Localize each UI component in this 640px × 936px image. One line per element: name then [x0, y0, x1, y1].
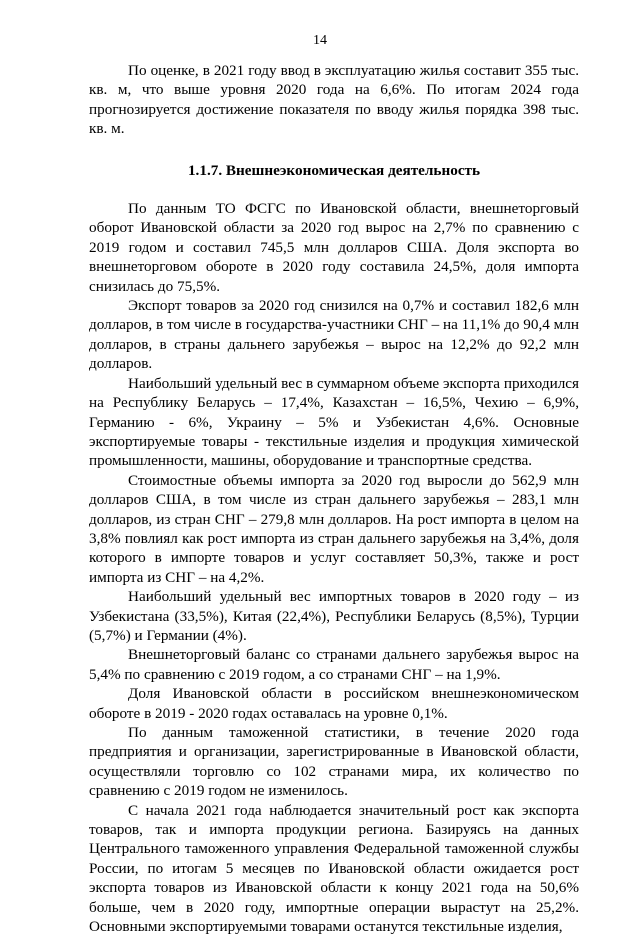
paragraph-trade-turnover: По данным ТО ФСГС по Ивановской области, внешнеторговый оборот Ивановской области за 2020 год вырос на 2,7% по сравнению с 2019 годом и составил 745,5 млн долларов США. Доля экспорта во внешнеторговом обороте в 2020 году составила 24,5%, доля импорта снизилась до 75,5%.	[89, 200, 579, 295]
paragraph-import-volume: Стоимостные объемы импорта за 2020 год выросли до 562,9 млн долларов США, в том числе из стран дальнего зарубежья – 283,1 млн долларов, из стран СНГ – 279,8 млн долларов. На рост импорта в целом на 3,8% повлиял как рост импорта из стран дальнего зарубежья на 3,4%, доля которого в импорте товаров и услуг составляет 50,3%, также и рост импорта из СНГ – на 4,2%.	[89, 471, 579, 586]
paragraph-russia-share: Доля Ивановской области в российском внешнеэкономическом обороте в 2019 - 2020 годах оставалась на уровне 0,1%.	[89, 685, 579, 722]
section-heading: 1.1.7. Внешнеэкономическая деятельность	[187, 161, 481, 179]
paragraph-import-structure: Наибольший удельный вес импортных товаров в 2020 году – из Узбекистана (33,5%), Китая (22,4%), Республики Беларусь (8,5%), Турции (5,7%) и Германии (4%).	[89, 588, 579, 644]
paragraph-trade-balance: Внешнеторговый баланс со странами дальнего зарубежья вырос на 5,4% по сравнению с 2019 годом, а со странами СНГ – на 1,9%.	[89, 646, 579, 683]
intro-paragraph: По оценке, в 2021 году ввод в эксплуатацию жилья составит 355 тыс. кв. м, что выше уровня 2020 года на 6,6%. По итогам 2024 года прогнозируется достижение показателя по вводу жилья порядка 398 тыс. кв. м.	[89, 62, 579, 138]
page-content	[89, 61, 579, 936]
page-number: 14	[313, 33, 327, 48]
paragraph-export-volume: Экспорт товаров за 2020 год снизился на 0,7% и составил 182,6 млн долларов, в том числе в государства-участники СНГ – на 11,1% до 90,4 млн долларов, в страны дальнего зарубежья – вырос на 12,2% до 92,2 млн долларов.	[89, 297, 579, 373]
paragraph-customs-statistics: По данным таможенной статистики, в течение 2020 года предприятия и организации, зарегистрированные в Ивановской области, осуществляли торговлю со 102 странами мира, их количество по сравнению с 2019 годом не изменилось.	[89, 724, 579, 800]
paragraph-2021-forecast: С начала 2021 года наблюдается значительный рост как экспорта товаров, так и импорта продукции региона. Базируясь на данных Центрального таможенного управления Федеральной таможенной службы России, по итогам 5 месяцев по Ивановской области ожидается рост экспорта товаров из Ивановской области к концу 2021 года на 50,6% больше, чем в 2020 году, импортные операции вырастут на 25,2%. Основными экспортируемыми товарами останутся текстильные изделия,	[89, 801, 579, 936]
paragraph-export-structure: Наибольший удельный вес в суммарном объеме экспорта приходился на Республику Беларусь – 17,4%, Казахстан – 16,5%, Чехию – 6,9%, Германию - 6%, Украину – 5% и Узбекистан 4,6%. Основные экспортируемые товары - текстильные изделия и продукция химической промышленности, машины, оборудование и транспортные средства.	[89, 374, 579, 470]
